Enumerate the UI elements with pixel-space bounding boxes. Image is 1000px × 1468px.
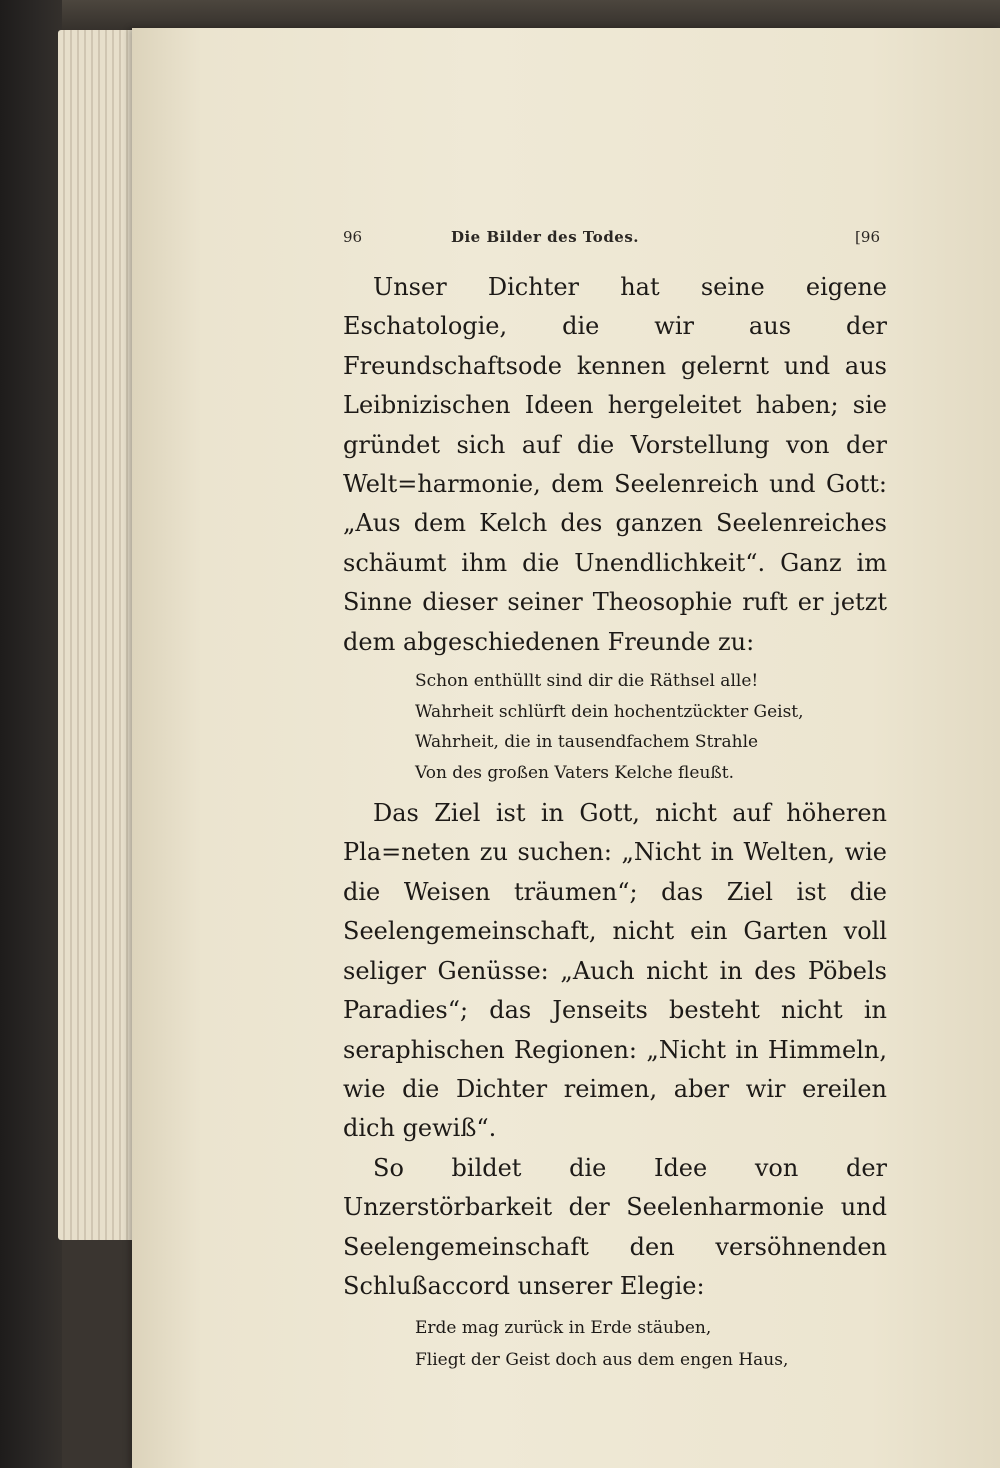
page-number-right: [96 — [855, 228, 880, 246]
page-number-left: 96 — [343, 228, 363, 246]
paragraph-2: Das Ziel ist in Gott, nicht auf höheren Pla=neten zu suchen: „Nicht in Welten, wie die Weisen träumen“; das Ziel ist die Seelengemeinschaft, nicht ein Garten voll seliger Genüsse: „Auch nicht in des Pöbels Paradies“; das Jenseits besteht nicht in seraphischen Regionen: „Nicht in Himmeln, wie die Dichter reimen, aber wir ereilen dich gewiß“. — [343, 799, 887, 1143]
running-title: Die Bilder des Todes. — [450, 228, 640, 246]
verse-quote-2 — [415, 1312, 887, 1376]
verse-line: Schon enthüllt sind dir die Räthsel alle! — [415, 671, 759, 692]
verse-quote-1 — [415, 666, 887, 788]
book-cover-spine — [0, 0, 62, 1468]
paragraph-1: Unser Dichter hat seine eigene Eschatologie, die wir aus der Freundschaftsode kennen gelernt und aus Leibnizischen Ideen hergeleitet haben; sie gründet sich auf die Vorstellung von der Welt=harmonie, dem Seelenreich und Gott: „Aus dem Kelch des ganzen Seelenreiches schäumt ihm die Unendlichkeit“. Ganz im Sinne dieser seiner Theosophie ruft er jetzt dem abgeschiedenen Freunde zu: — [343, 273, 887, 656]
verse-line: Erde mag zurück in Erde stäuben, — [415, 1318, 712, 1339]
verse-line: Fliegt der Geist doch aus dem engen Haus, — [415, 1350, 789, 1371]
paragraph-3: So bildet die Idee von der Unzerstörbarkeit der Seelenharmonie und Seelengemeinschaft den versöhnenden Schlußaccord unserer Elegie: — [343, 1153, 887, 1300]
verse-line: Wahrheit schlürft dein hochentzückter Geist, — [415, 701, 804, 722]
body-text — [343, 268, 887, 1376]
verse-line: Wahrheit, die in tausendfachem Strahle — [415, 732, 759, 753]
verse-line: Von des großen Vaters Kelche fleußt. — [415, 762, 734, 783]
running-header — [210, 228, 880, 250]
